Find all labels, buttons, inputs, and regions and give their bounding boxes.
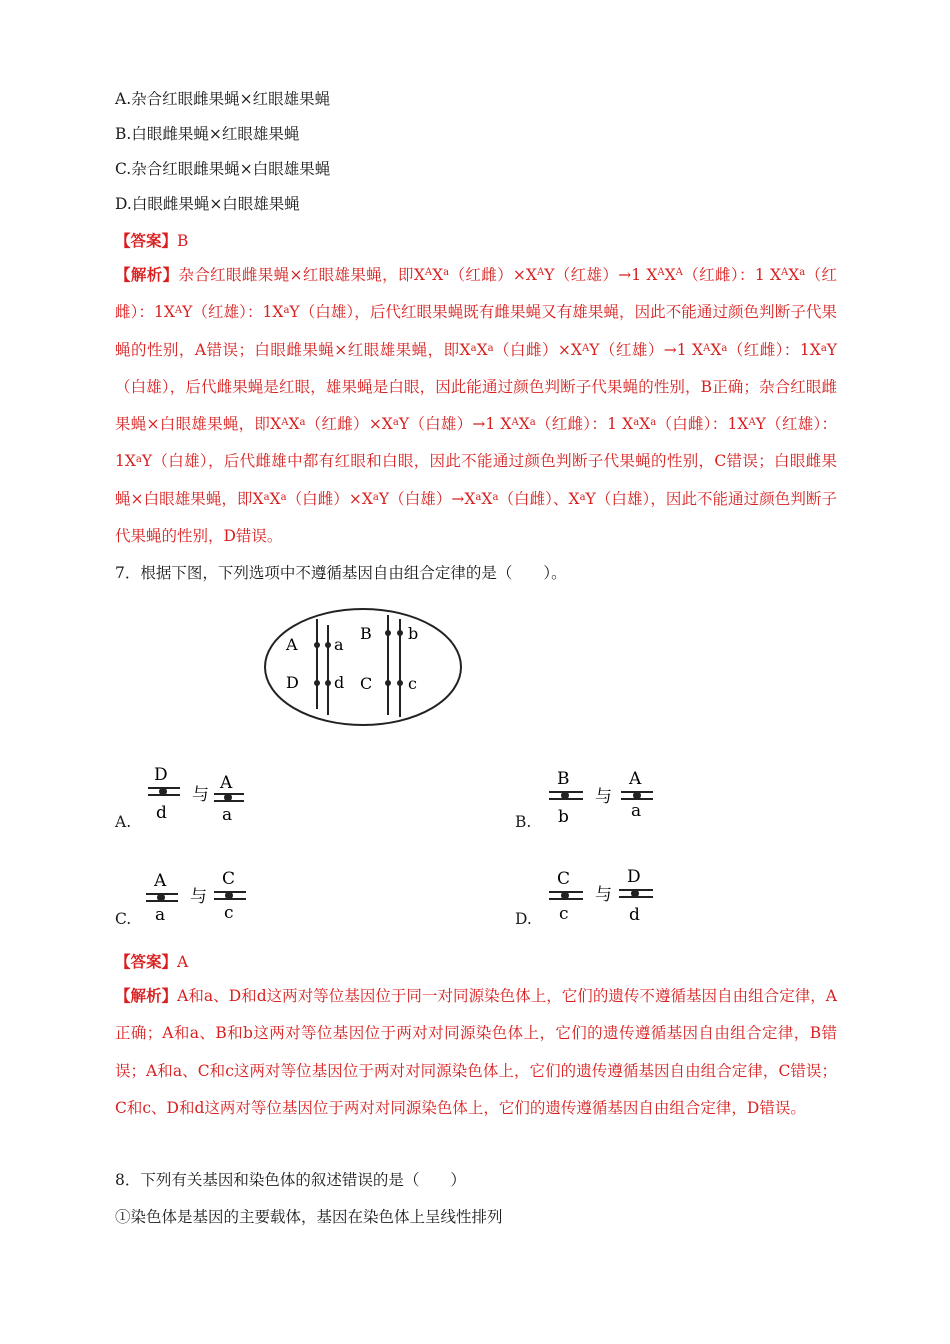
q7-option-a-figure (142, 762, 252, 824)
q7-option-a-letter: A. (115, 813, 132, 831)
svg-text:a: a (631, 801, 642, 821)
svg-text:与: 与 (595, 787, 612, 807)
svg-text:d: d (629, 905, 640, 925)
gene-label-B: B (360, 624, 372, 643)
q8-stem: 8．下列有关基因和染色体的叙述错误的是（ ） (115, 1171, 466, 1189)
svg-text:D: D (627, 867, 641, 887)
svg-text:A: A (629, 769, 642, 789)
q8-item-1: ①染色体是基因的主要载体，基因在染色体上呈线性排列 (115, 1208, 503, 1226)
svg-text:C: C (222, 869, 236, 889)
gene-label-c: c (408, 674, 417, 693)
q7-answer: 【答案】A (115, 952, 189, 971)
q6-answer: 【答案】B (115, 231, 189, 250)
q6-option-c: C.杂合红眼雌果蝇×白眼雄果蝇 (115, 160, 331, 178)
svg-text:A: A (154, 871, 167, 891)
svg-text:b: b (558, 807, 569, 826)
svg-text:A: A (220, 773, 233, 793)
q7-option-b-letter: B. (515, 813, 532, 831)
q7-analysis: 【解析】A和a、D和d这两对等位基因位于同一对同源染色体上，它们的遗传不遵循基因自由组合定律，A正确；A和a、B和b这两对等位基因位于两对对同源染色体上，它们的遗传遵循基因自由组合定律，B错误；A和a、C和c这两对等位基因位于两对对同源染色体上，它们的遗传遵循基因自由组合定律，C错误；C和c、D和d这两对等位基因位于两对对同源染色体上，它们的遗传遵循基因自由组合定律，D错误。 (115, 986, 837, 1117)
svg-text:与: 与 (192, 785, 209, 805)
q6-option-a: A.杂合红眼雌果蝇×红眼雄果蝇 (115, 90, 331, 108)
gene-label-b: b (408, 624, 419, 643)
svg-text:B: B (557, 769, 570, 789)
svg-text:c: c (559, 904, 569, 924)
q7-option-b-figure (545, 764, 657, 826)
svg-text:a: a (222, 805, 233, 824)
svg-text:a: a (155, 905, 166, 925)
svg-text:d: d (156, 803, 167, 823)
cell-figure (262, 605, 464, 730)
gene-label-C: C (360, 674, 373, 693)
q7-option-c-figure (142, 866, 252, 928)
q7-stem: 7．根据下图，下列选项中不遵循基因自由组合定律的是（ ）。 (115, 564, 567, 582)
gene-label-A: A (286, 635, 298, 654)
svg-text:c: c (224, 903, 234, 923)
svg-text:与: 与 (190, 887, 207, 907)
svg-text:C: C (557, 869, 571, 889)
gene-label-a: a (334, 635, 344, 654)
q7-option-d-letter: D. (515, 910, 532, 928)
svg-text:D: D (154, 765, 168, 785)
gene-label-d: d (334, 673, 345, 692)
q7-option-c-letter: C. (115, 910, 132, 928)
q6-analysis: 【解析】杂合红眼雌果蝇×红眼雄果蝇，即$X^AX^a$（红雌）$\times X^AY$（红雄）→1 $X^AX^A$（红雌）：1 $X^AX^a$（红雌）：$1X^AY$（红雄）：$1X^aY$（白雄），后代红眼果蝇既有雌果蝇又有雄果蝇，因此不能通过颜色判断子代果蝇的性别，A错误；白眼雌果蝇×红眼雄果蝇，即$X^aX^a$（白雌）$\times X^AY$（红雄）→1 $X^AX^a$（红雌）：$1X^aY$（白雄），后代雌果蝇是红眼，雄果蝇是白眼，因此能通过颜色判断子代果蝇的性别，B正确；杂合红眼雌果蝇×白眼雄果蝇，即$X^AX^a$（红雌）$\times X^aY$（白雄）→1 $X^AX^a$（红雌）：1 $X^aX^a$（白雌）：$1X^AY$（红雄）：$1X^aY$（白雄），后代雌雄中都有红眼和白眼，因此不能通过颜色判断子代果蝇的性别，C错误；白眼雌果蝇×白眼雄果蝇，即$X^aX^a$（白雌）$\times X^aY$（白雄）$\to X^aX^a$（白雌）、$X^aY$（白雄），因此不能通过颜色判断子代果蝇的性别，D错误。 (115, 265, 838, 546)
gene-label-D: D (286, 673, 299, 692)
svg-text:与: 与 (595, 885, 612, 905)
q6-option-b: B.白眼雌果蝇×红眼雄果蝇 (115, 125, 300, 143)
q6-option-d: D.白眼雌果蝇×白眼雄果蝇 (115, 195, 300, 213)
q7-option-d-figure (545, 862, 657, 926)
